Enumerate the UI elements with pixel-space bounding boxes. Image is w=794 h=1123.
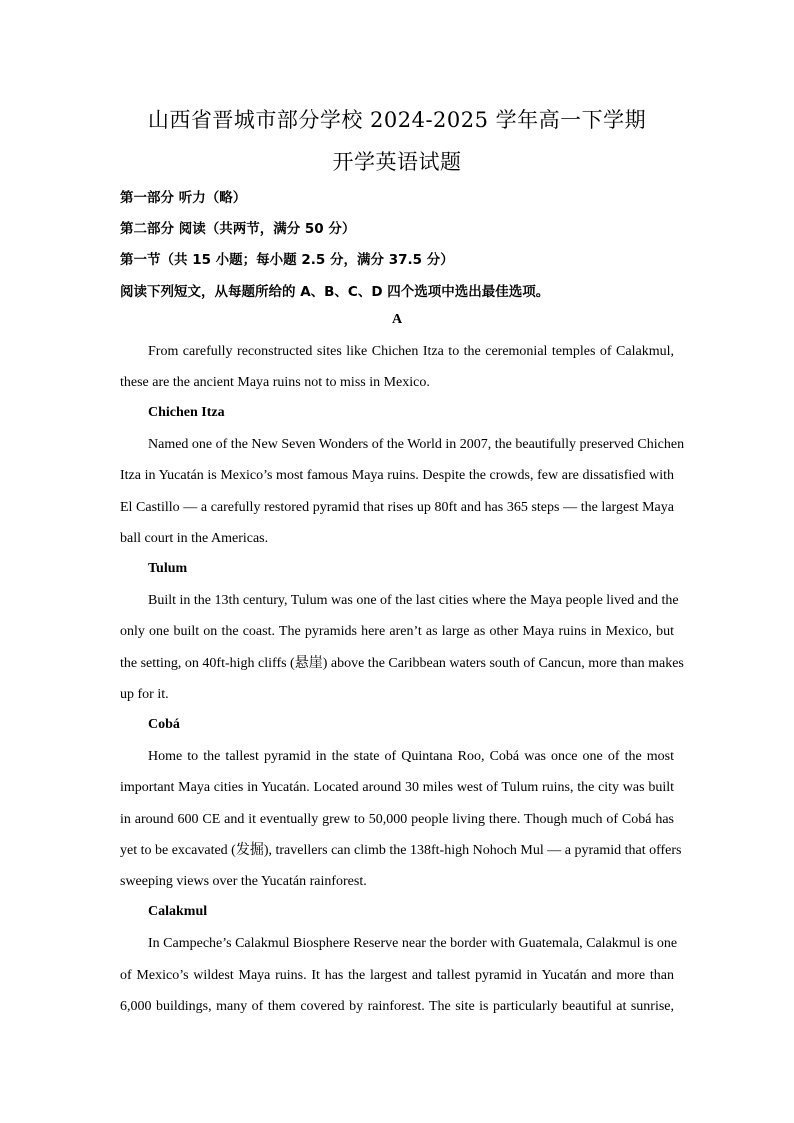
paragraph-line: the setting, on 40ft-high cliffs (悬崖) above the Caribbean waters south of Cancun, more than makes [120, 656, 684, 671]
paragraph-line: sweeping views over the Yucatán rainforest. [120, 874, 367, 889]
section-heading-calakmul: Calakmul [148, 904, 208, 919]
section-heading-tulum: Tulum [148, 561, 188, 576]
paragraph-line: ball court in the Americas. [120, 531, 269, 546]
exam-subtitle: 开学英语试题 [332, 150, 462, 174]
paragraph-line: Named one of the New Seven Wonders of the World in 2007, the beautifully preserved Chichen [148, 437, 685, 452]
passage-label: A [391, 312, 403, 327]
section1-heading: 第一节（共 15 小题；每小题 2.5 分，满分 37.5 分） [120, 252, 454, 268]
paragraph-line: only one built on the coast. The pyramids here aren’t as large as other Maya ruins in Mexico, but [120, 624, 674, 639]
paragraph-line: up for it. [120, 687, 169, 702]
paragraph-line: Itza in Yucatán is Mexico’s most famous Maya ruins. Despite the crowds, few are dissatisfied with [120, 468, 674, 483]
paragraph-line: these are the ancient Maya ruins not to miss in Mexico. [120, 375, 430, 390]
part2-heading: 第二部分 阅读（共两节，满分 50 分） [120, 221, 356, 237]
paragraph-line: Built in the 13th century, Tulum was one of the last cities where the Maya people lived and the [148, 593, 679, 608]
section-heading-chichen-itza: Chichen Itza [148, 405, 225, 420]
paragraph-line: From carefully reconstructed sites like Chichen Itza to the ceremonial temples of Calakmul, [148, 344, 674, 359]
paragraph-line: yet to be excavated (发掘), travellers can climb the 138ft-high Nohoch Mul — a pyramid that offers [120, 843, 682, 858]
paragraph-line: 6,000 buildings, many of them covered by rainforest. The site is particularly beautiful at sunrise, [120, 999, 674, 1014]
paragraph-line: In Campeche’s Calakmul Biosphere Reserve near the border with Guatemala, Calakmul is one [148, 936, 678, 951]
paragraph-line: Home to the tallest pyramid in the state of Quintana Roo, Cobá was once one of the most [148, 749, 674, 764]
paragraph-line: El Castillo — a carefully restored pyramid that rises up 80ft and has 365 steps — the largest Maya [120, 500, 674, 515]
exam-title: 山西省晋城市部分学校 2024-2025 学年高一下学期 [147, 108, 647, 132]
paragraph-line: in around 600 CE and it eventually grew to 50,000 people living there. Though much of Cobá has [120, 812, 674, 827]
instruction-text: 阅读下列短文，从每题所给的 A、B、C、D 四个选项中选出最佳选项。 [120, 284, 550, 300]
paragraph-line: important Maya cities in Yucatán. Located around 30 miles west of Tulum ruins, the city was built [120, 780, 674, 795]
section-heading-coba: Cobá [148, 717, 180, 732]
part1-heading: 第一部分 听力（略） [120, 190, 247, 206]
paragraph-line: of Mexico’s wildest Maya ruins. It has the largest and tallest pyramid in Yucatán and more than [120, 968, 674, 983]
